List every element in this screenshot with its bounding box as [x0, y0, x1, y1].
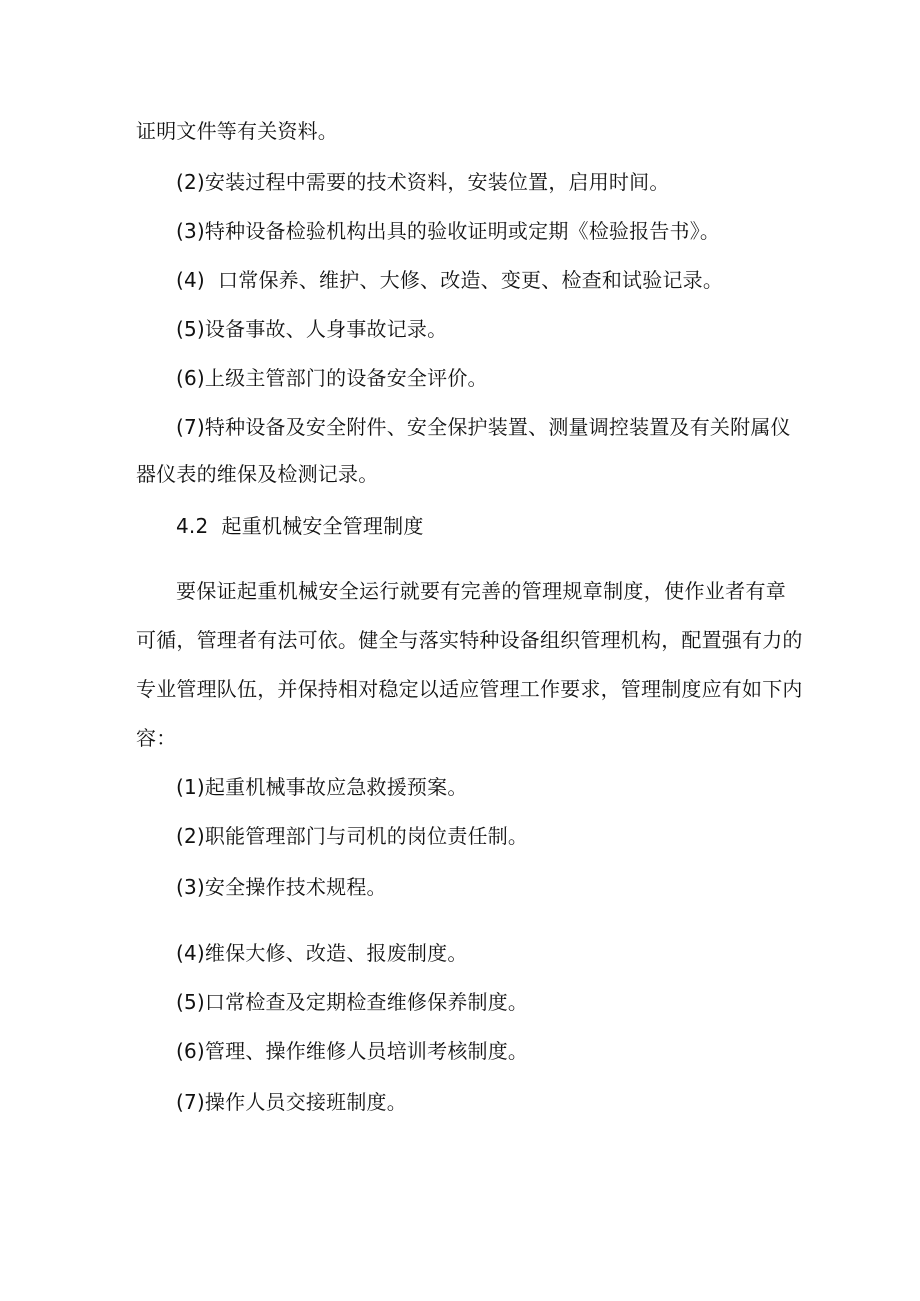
list-item: (4) 口常保养、维护、大修、改造、变更、检查和试验记录。 — [176, 268, 724, 292]
list-item: (4)维保大修、改造、报废制度。 — [176, 941, 468, 965]
list-item: (2)安装过程中需要的技术资料，安装位置，启用时间。 — [176, 170, 670, 194]
paragraph-line: 容： — [136, 726, 177, 750]
list-item: (3)安全操作技术规程。 — [176, 875, 387, 899]
list-item: (2)职能管理部门与司机的岗位责任制。 — [176, 824, 529, 848]
paragraph-line: 可循，管理者有法可依。健全与落实特种设备组织管理机构，配置强有力的 — [136, 628, 803, 652]
paragraph-line: 要保证起重机械安全运行就要有完善的管理规章制度，使作业者有章 — [176, 579, 786, 603]
list-item: (6)管理、操作维修人员培训考核制度。 — [176, 1039, 529, 1063]
list-item: (3)特种设备检验机构出具的验收证明或定期《检验报告书》。 — [176, 219, 721, 243]
list-item: (5)口常检查及定期检查维修保养制度。 — [176, 990, 529, 1014]
list-item: (5)设备事故、人身事故记录。 — [176, 317, 448, 341]
continuation-text: 证明文件等有关资料。 — [136, 119, 338, 143]
list-item: (7)操作人员交接班制度。 — [176, 1090, 407, 1114]
list-item-7-line-1: (7)特种设备及安全附件、安全保护装置、测量调控装置及有关附属仪 — [176, 415, 791, 439]
list-item: (1)起重机械事故应急救援预案。 — [176, 775, 468, 799]
list-item-7-line-2: 器仪表的维保及检测记录。 — [136, 462, 379, 486]
section-heading: 4.2 起重机械安全管理制度 — [176, 514, 424, 538]
list-item: (6)上级主管部门的设备安全评价。 — [176, 366, 488, 390]
paragraph-line: 专业管理队伍，并保持相对稳定以适应管理工作要求，管理制度应有如下内 — [136, 677, 803, 701]
